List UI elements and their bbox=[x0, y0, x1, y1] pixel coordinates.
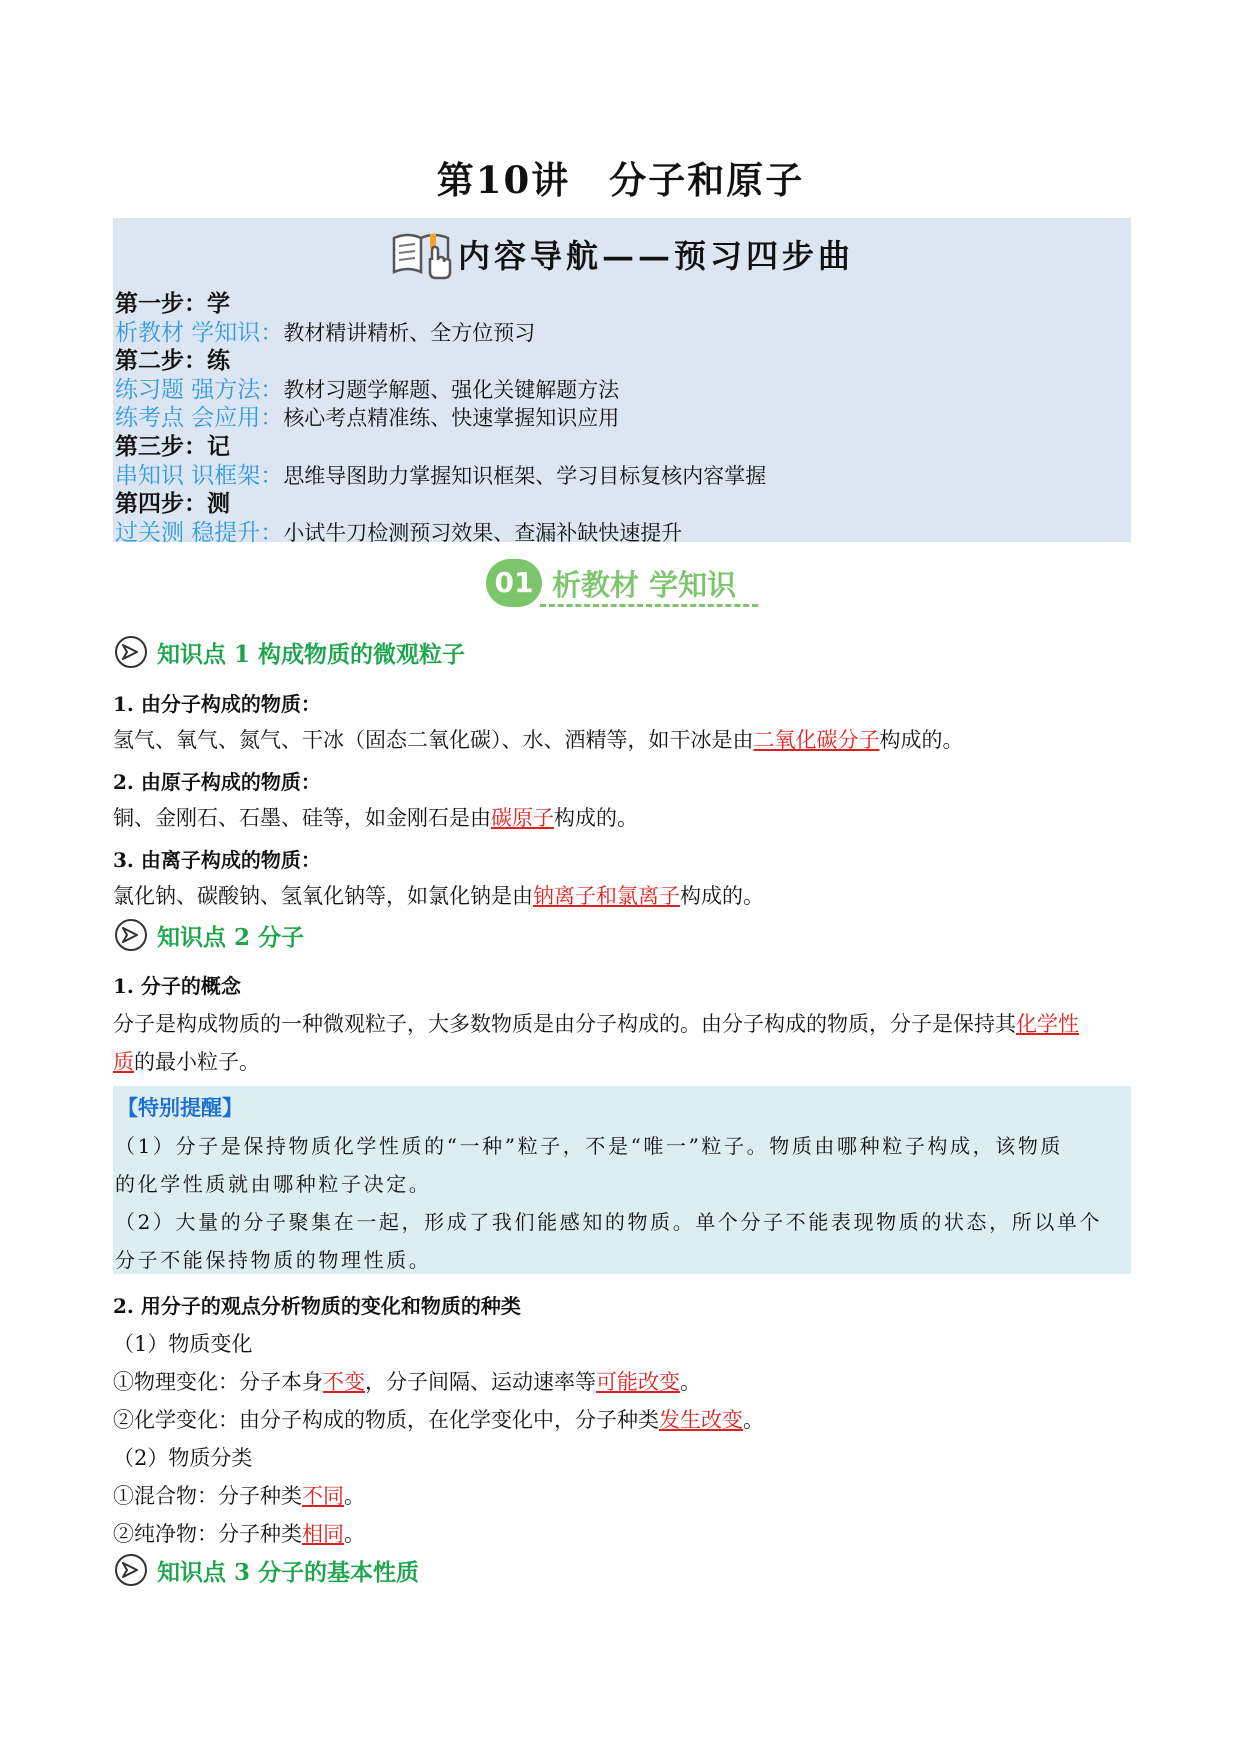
text: ，分子间隔、运动速率等 bbox=[365, 1370, 596, 1394]
text: ②纯净物：分子种类 bbox=[113, 1522, 302, 1546]
nav-desc: 核心考点精准练、快速掌握知识应用 bbox=[283, 406, 620, 431]
section-number: 01 bbox=[486, 559, 542, 607]
reminder-line: 分子不能保持物质的物理性质。 bbox=[115, 1248, 432, 1272]
nav-desc: 思维导图助力掌握知识框架、学习目标复核内容掌握 bbox=[283, 463, 767, 488]
nav-highlight: 练习题 强方法： bbox=[115, 376, 284, 403]
kp1-subheading-3: 3. 由离子构成的物质： bbox=[113, 848, 321, 872]
nav-highlight: 练考点 会应用： bbox=[115, 405, 284, 432]
text: 。 bbox=[344, 1484, 365, 1508]
nav-desc: 小试牛刀检测预习效果、查漏补缺快速提升 bbox=[283, 520, 683, 545]
reminder-line: （2）大量的分子聚集在一起，形成了我们能感知的物质。单个分子不能表现物质的状态，所以单个 bbox=[115, 1210, 1103, 1234]
kp1-paragraph-3 bbox=[113, 880, 764, 910]
kp2-mixture bbox=[113, 1480, 365, 1510]
nav-header bbox=[113, 228, 1131, 280]
text: 构成的。 bbox=[554, 806, 638, 830]
answer-blank: 发生改变 bbox=[659, 1408, 743, 1432]
kp-title: 知识点 3 分子的基本性质 bbox=[157, 1558, 420, 1586]
reminder-heading: 【特别提醒】 bbox=[117, 1095, 243, 1120]
nav-title: 内容导航——预习四步曲 bbox=[457, 237, 854, 275]
kp3-heading bbox=[113, 1550, 419, 1590]
text: ②化学变化：由分子构成的物质，在化学变化中，分子种类 bbox=[113, 1408, 659, 1432]
kp2-sub-2: （2）物质分类 bbox=[113, 1446, 253, 1470]
page-title: 第10讲 分子和原子 bbox=[436, 158, 805, 202]
kp2-pure-substance bbox=[113, 1518, 365, 1548]
nav-row-apply bbox=[115, 404, 1115, 433]
kp2-paragraph-1 bbox=[113, 1008, 1079, 1038]
text: ①物理变化：分子本身 bbox=[113, 1370, 323, 1394]
nav-row-practice bbox=[115, 376, 1115, 405]
kp2-paragraph-1-cont bbox=[113, 1046, 260, 1076]
answer-blank: 不变 bbox=[323, 1370, 365, 1394]
text: 氯化钠、碳酸钠、氢氧化钠等，如氯化钠是由 bbox=[113, 884, 533, 908]
answer-blank: 钠离子和氯离子 bbox=[533, 884, 680, 908]
kp2-subheading-1: 1. 分子的概念 bbox=[113, 974, 241, 998]
text: 的最小粒子。 bbox=[134, 1050, 260, 1074]
text: 铜、金刚石、石墨、硅等，如金刚石是由 bbox=[113, 806, 491, 830]
step-label: 第四步：测 bbox=[115, 490, 230, 518]
text: 分子是构成物质的一种微观粒子，大多数物质是由分子构成的。由分子构成的物质，分子是保持其 bbox=[113, 1012, 1016, 1036]
kp2-heading bbox=[113, 915, 304, 955]
answer-blank: 碳原子 bbox=[491, 806, 554, 830]
answer-blank: 质 bbox=[113, 1050, 134, 1074]
kp1-heading bbox=[113, 632, 465, 672]
answer-blank: 二氧化碳分子 bbox=[753, 728, 880, 752]
kp2-subheading-2: 2. 用分子的观点分析物质的变化和物质的种类 bbox=[113, 1294, 521, 1318]
kp1-subheading-1: 1. 由分子构成的物质： bbox=[113, 692, 321, 716]
section-badge bbox=[486, 558, 736, 608]
nav-row-step-2 bbox=[115, 347, 1115, 376]
nav-row-step-4 bbox=[115, 490, 1115, 519]
nav-desc: 教材习题学解题、强化关键解题方法 bbox=[283, 377, 620, 402]
kp2-chemical-change bbox=[113, 1404, 764, 1434]
text: ①混合物：分子种类 bbox=[113, 1484, 302, 1508]
special-reminder-box bbox=[113, 1086, 1131, 1274]
nav-row-step-1 bbox=[115, 290, 1115, 319]
text: 构成的。 bbox=[879, 728, 964, 752]
nav-row-framework bbox=[115, 462, 1115, 491]
kp-title: 知识点 2 分子 bbox=[157, 923, 305, 951]
answer-blank: 相同 bbox=[302, 1522, 344, 1546]
step-label: 第一步：学 bbox=[115, 290, 230, 317]
text: 。 bbox=[680, 1370, 701, 1394]
arrow-circle-icon bbox=[113, 634, 149, 670]
nav-highlight: 过关测 稳提升： bbox=[115, 519, 284, 546]
reminder-line: （1）分子是保持物质化学性质的“一种”粒子，不是“唯一”粒子。物质由哪种粒子构成，该物质 bbox=[115, 1134, 1064, 1158]
section-underline bbox=[540, 604, 758, 607]
text: 氢气、氧气、氮气、干冰（固态二氧化碳）、水、酒精等，如干冰是由 bbox=[113, 728, 754, 752]
nav-row-learn bbox=[115, 319, 1115, 348]
book-pointer-icon bbox=[390, 228, 454, 280]
step-label: 第二步：练 bbox=[115, 347, 230, 375]
arrow-circle-icon bbox=[113, 917, 149, 953]
kp-title: 知识点 1 构成物质的微观粒子 bbox=[157, 640, 466, 668]
answer-blank: 不同 bbox=[302, 1484, 344, 1508]
nav-desc: 教材精讲精析、全方位预习 bbox=[283, 320, 536, 345]
arrow-circle-icon bbox=[113, 1552, 149, 1588]
reminder-line: 的化学性质就由哪种粒子决定。 bbox=[115, 1172, 432, 1196]
kp1-subheading-2: 2. 由原子构成的物质： bbox=[113, 770, 321, 794]
answer-blank: 化学性 bbox=[1016, 1012, 1079, 1036]
nav-highlight: 析教材 学知识： bbox=[115, 319, 284, 346]
step-label: 第三步：记 bbox=[115, 432, 230, 460]
kp1-paragraph-2 bbox=[113, 802, 638, 832]
kp1-paragraph-1 bbox=[113, 724, 964, 754]
nav-steps bbox=[115, 290, 1115, 547]
text: 构成的。 bbox=[680, 884, 764, 908]
text: 。 bbox=[743, 1408, 764, 1432]
text: 。 bbox=[344, 1522, 365, 1546]
nav-highlight: 串知识 识框架： bbox=[115, 462, 284, 489]
kp2-sub-1: （1）物质变化 bbox=[113, 1332, 253, 1356]
nav-row-step-3 bbox=[115, 433, 1115, 462]
section-title: 析教材 学知识 bbox=[552, 567, 737, 602]
answer-blank: 可能改变 bbox=[596, 1370, 680, 1394]
kp2-physical-change bbox=[113, 1366, 701, 1396]
nav-row-test bbox=[115, 519, 1115, 548]
content-navigation-box bbox=[113, 218, 1131, 546]
